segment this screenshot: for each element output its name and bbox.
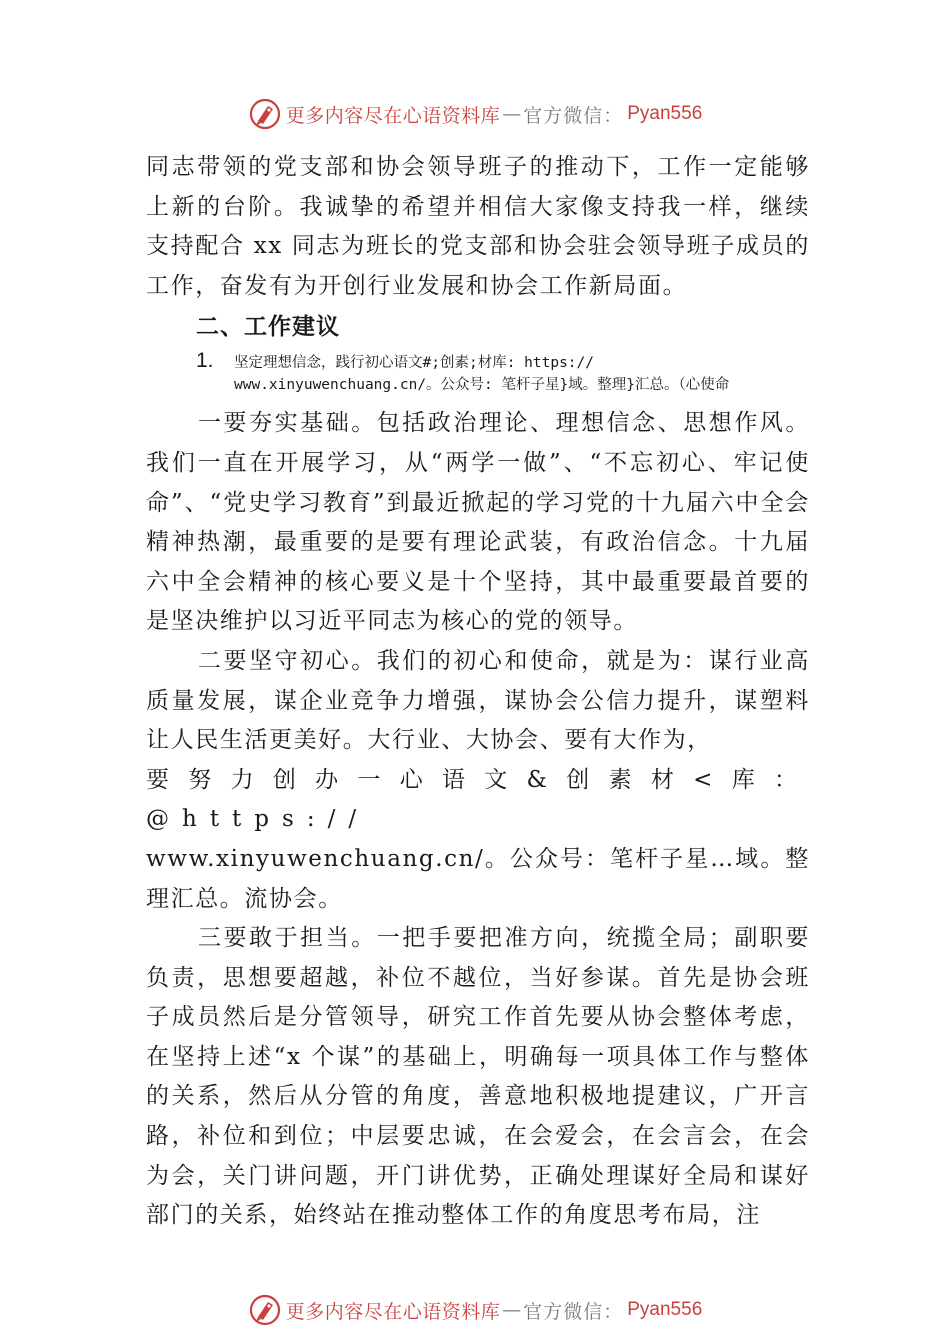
paragraph-responsibility: 三要敢于担当。一把手要把准方向，统揽全局；副职要负责，思想要超越，补位不越位，当好参谋。首先是协会班子成员然后是分管领导，研究工作首先要从协会整体考虑，在坚持上述“x 个谋”的基础上，明确每一项具体工作与整体的关系，然后从分管的角度，善意地积极地提建议，广开言路，补位和到位；中层要忠诚，在会爱会，在会言会，在会为会，关门讲问题，开门讲优势，正确处理谋好全局和谋好部门的关系，始终站在推动整体工作的角度思考布局，注 [146,925,810,1229]
banner-brand-text: 更多内容尽在心语资料库 [285,1300,501,1323]
item-line-1: 坚定理想信念，践行初心语文#;创素;材库: https:// [234,355,594,372]
banner-wechat-label: 官方微信： [523,1300,624,1323]
document-body [146,148,810,1236]
pen-nib-logo-icon [248,97,282,131]
paragraph-foundation: 一要夯实基础。包括政治理论、理想信念、思想作风。我们一直在开展学习，从“两学一做”、“不忘初心、牢记使命”、“党史学习教育”到最近掀起的学习党的十九届六中全会精神热潮，最重要的是要有理论武装，有政治信念。十九届六中全会精神的核心要义是十个坚持，其中最重要最首要的是坚决维护以习近平同志为核心的党的领导。 [146,410,810,635]
footer-watermark-banner [0,1290,950,1330]
paragraph-part-b: 要努力创办一心语文&创素材<库：@https:// [146,766,810,833]
banner-wechat-id: Pyan556 [627,103,703,124]
paragraph-part-c: www.xinyuwenchuang.cn/。公众号：笔杆子星…域。整理汇总。流协会。 [146,845,810,912]
banner-separator: — [502,103,522,125]
pen-nib-logo-icon [248,1293,282,1327]
paragraph-part-a: 二要坚守初心。我们的初心和使命，就是为：谋行业高质量发展，谋企业竞争力增强，谋协会公信力提升，谋塑料让人民生活更美好。大行业、大协会、要有大作为， [146,647,810,754]
section-heading: 二、工作建议 [196,314,340,341]
banner-wechat-label: 官方微信： [523,104,624,127]
paragraph-continuation: 同志带领的党支部和协会领导班子的推动下，工作一定能够上新的台阶。我诚挚的希望并相信大家像支持我一样，继续支持配合 xx 同志为班长的党支部和协会驻会领导班子成员的工作，奋发有为开创行业发展和协会工作新局面。 [146,154,810,299]
item-line-2: www.xinyuwenchuang.cn/。公众号: 笔杆子星}域。整理}汇总。（心使命 [234,377,730,394]
banner-separator: — [502,1299,522,1321]
paragraph-original-aspiration [146,642,810,919]
banner-wechat-id: Pyan556 [627,1299,703,1320]
numbered-item-1 [146,349,810,396]
header-watermark-banner [0,94,950,134]
banner-brand-text: 更多内容尽在心语资料库 [285,104,501,127]
item-number: 1. [196,349,214,373]
